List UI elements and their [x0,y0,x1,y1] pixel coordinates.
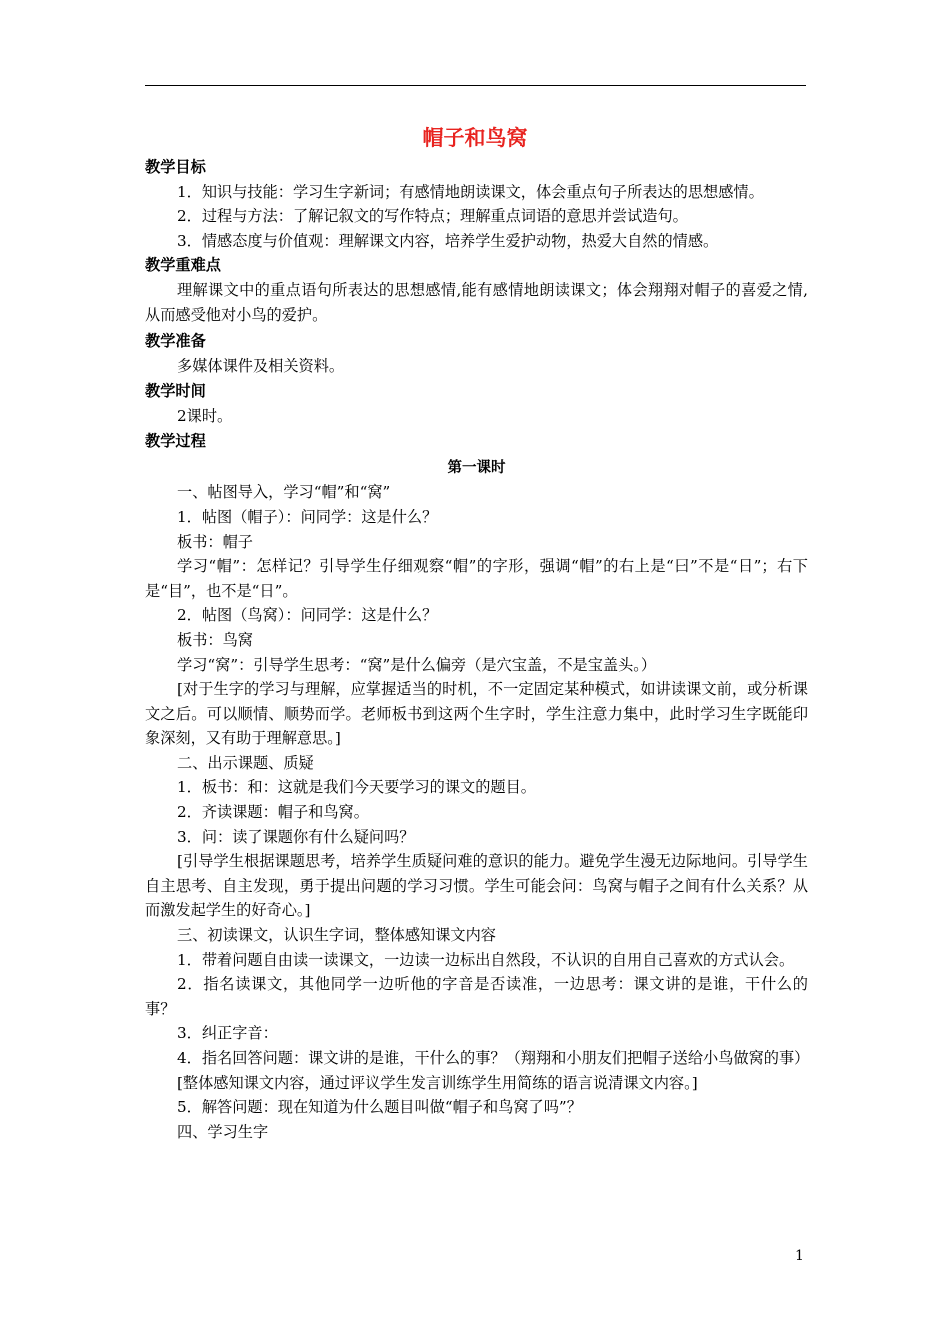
goal-item: 3．情感态度与价值观：理解课文内容，培养学生爱护动物，热爱大自然的情感。 [177,231,719,250]
page-number: 1 [795,1248,804,1264]
lesson-note: [引导学生根据课题思考，培养学生质疑问难的意识的能力。避免学生漫无边际地问。引导学生自主思考、自主发现，勇于提出问题的学习习惯。学生可能会问：鸟窝与帽子之间有什么关系？从而激发起学生的好奇心。] [145,852,808,920]
process-heading: 教学过程 [145,432,206,451]
time-text: 2课时。 [177,406,233,425]
lesson-paragraph: 四、学习生字 [177,1122,269,1141]
lesson-paragraph: 二、出示课题、质疑 [177,753,314,772]
goals-heading: 教学目标 [145,158,206,176]
lesson-paragraph: 板书：鸟窝 [177,630,253,649]
prep-heading: 教学准备 [145,331,206,350]
lesson-paragraph: 一、帖图导入，学习“帽”和“窝” [177,483,391,502]
header-rule [145,85,806,86]
lesson-paragraph: 2．齐读课题：帽子和鸟窝。 [177,803,369,822]
difficulty-text: 理解课文中的重点语句所表达的思想感情,能有感情地朗读课文；体会翔翔对帽子的喜爱之情,从而感受他对小鸟的爱护。 [145,280,808,325]
lesson-paragraph: 1．板书：和：这就是我们今天要学习的课文的题目。 [177,778,536,797]
prep-text: 多媒体课件及相关资料。 [177,356,345,375]
lesson-paragraph: 1．带着问题自由读一读课文，一边读一边标出自然段，不认识的自用自己喜欢的方式认会。 [177,950,795,969]
lesson-paragraph: 2．帖图（鸟窝）：问同学：这是什么？ [177,606,438,625]
lesson-paragraph: 板书：帽子 [177,532,253,551]
lesson-paragraph: 三、初读课文，认识生字词，整体感知课文内容 [177,926,496,945]
lesson-paragraph: 4．指名回答问题：课文讲的是谁，干什么的事？（翔翔和小朋友们把帽子送给小鸟做窝的事） [177,1049,810,1067]
goal-item: 2．过程与方法：了解记叙文的写作特点；理解重点词语的意思并尝试造句。 [177,207,688,226]
lesson-paragraph: 1．帖图（帽子）：问同学：这是什么？ [177,507,438,526]
goal-item: 1．知识与技能：学习生字新词；有感情地朗读课文，体会重点句子所表达的思想感情。 [177,182,764,201]
difficulty-heading: 教学重难点 [145,256,221,275]
lesson-paragraph: 3．问：读了课题你有什么疑问吗？ [177,827,415,846]
document-body [145,155,808,1144]
document-title: 帽子和鸟窝 [422,126,528,150]
lesson-paragraph: 学习“窝”：引导学生思考：“窝”是什么偏旁（是穴宝盖，不是宝盖头。） [177,655,657,674]
lesson1-heading: 第一课时 [447,459,506,476]
lesson-paragraph: 2．指名读课文，其他同学一边听他的字音是否读准，一边思考：课文讲的是谁，干什么的事？ [145,975,808,1018]
time-heading: 教学时间 [145,382,206,401]
lesson-note: [整体感知课文内容，通过评议学生发言训练学生用简练的语言说清课文内容。] [177,1073,698,1092]
lesson-note: [对于生字的学习与理解，应掌握适当的时机，不一定固定某种模式，如讲读课文前，或分析课文之后。可以顺情、顺势而学。老师板书到这两个生字时，学生注意力集中，此时学习生字既能印象深刻，又有助于理解意思。] [145,680,808,748]
lesson-paragraph: 5．解答问题：现在知道为什么题目叫做“帽子和鸟窝了吗”？ [177,1098,582,1117]
lesson-paragraph: 3．纠正字音： [177,1024,278,1043]
lesson-paragraph: 学习“帽”：怎样记？引导学生仔细观察“帽”的字形，强调“帽”的右上是“曰”不是“日”；右下是“目”，也不是“日”。 [145,557,808,600]
